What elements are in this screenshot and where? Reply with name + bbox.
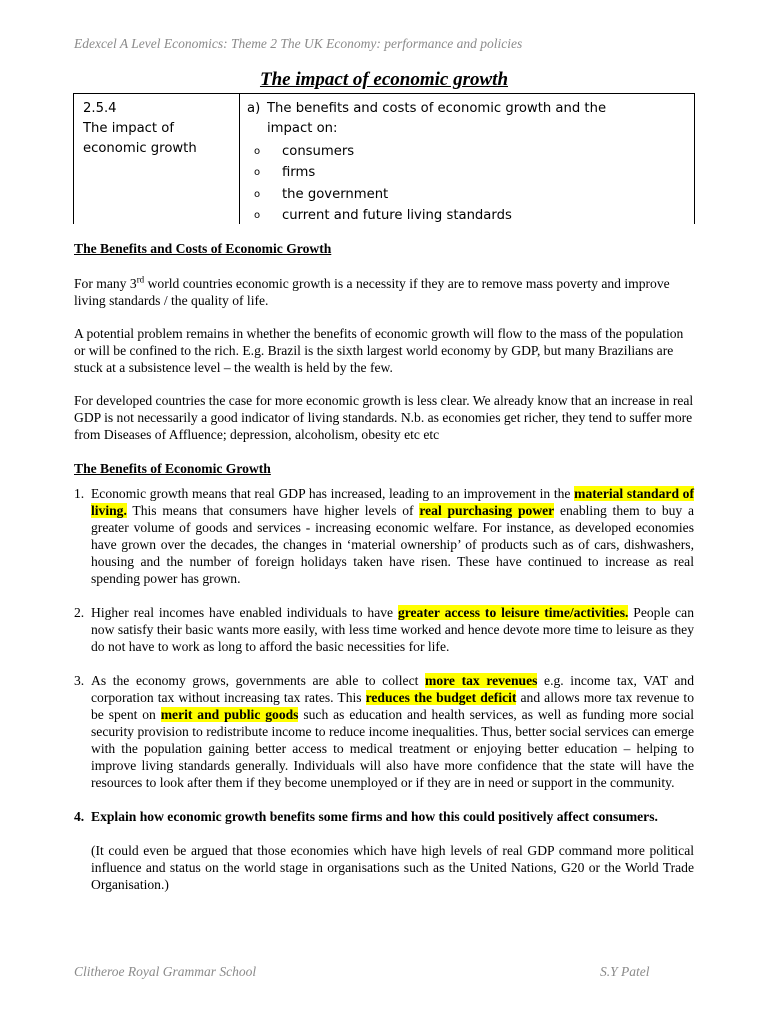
- list-number: 2.: [74, 605, 85, 620]
- document-title: The impact of economic growth: [259, 69, 509, 90]
- highlight: material standard of living.: [91, 486, 694, 518]
- list-item: [74, 485, 694, 587]
- text-run: Economic growth means that real GDP has increased, leading to an improvement in the: [91, 486, 575, 501]
- spec-item-text: consumers: [282, 143, 355, 159]
- highlight: greater access to leisure time/activities.: [397, 605, 629, 620]
- text-run: e.g. income tax, VAT and corporation tax without increasing tax rates. This: [91, 673, 694, 705]
- spec-heading: [247, 99, 677, 119]
- spacer: [74, 825, 694, 842]
- spec-item-text: the government: [282, 186, 389, 202]
- text-run: This means that consumers have higher levels of: [126, 503, 420, 518]
- table-divider: [239, 94, 240, 224]
- list-item: [74, 604, 694, 655]
- spec-topic-cell: [83, 99, 197, 159]
- spec-list-item: [247, 184, 677, 206]
- spec-item-text: current and future living standards: [282, 208, 512, 224]
- text-run: world countries economic growth is a necessity if they are to remove mass poverty and improve living standards / the quality of life.: [74, 276, 670, 308]
- text-run: People can now satisfy their basic wants more easily, with less time worked and hence devote more time to leisure as they do not have to work as long to afford the basic necessities for life.: [91, 605, 695, 654]
- list-item-text: [91, 672, 694, 791]
- paragraph: A potential problem remains in whether the benefits of economic growth will flow to the mass of the population or will be confined to the rich. E.g. Brazil is the sixth largest world economy by GDP, but many Brazilians are stuck at a subsistence level – the wealth is held by the few.: [74, 326, 684, 375]
- footer-author: S.Y Patel: [600, 964, 650, 979]
- bullet-icon: o: [254, 145, 261, 157]
- bullet-icon: o: [254, 188, 261, 200]
- note-text: (It could even be argued that those economies which have high levels of real GDP command more political influence and status on the world stage in organisations such as the United Nations, G20 or the World Trade Organisation.): [91, 843, 694, 892]
- highlight: reduces the budget deficit: [365, 690, 517, 705]
- superscript: rd: [136, 274, 145, 285]
- benefits-list: [74, 485, 694, 893]
- spec-heading-line1: The benefits and costs of economic growth and the: [267, 101, 607, 116]
- list-number: 3.: [74, 673, 85, 688]
- spec-list-item: [247, 163, 677, 185]
- spec-topic-line1: The impact of: [83, 121, 175, 136]
- text-run: and allows more tax revenue to be spent on: [91, 690, 695, 722]
- page-header: Edexcel A Level Economics: Theme 2 The UK Economy: performance and policies: [74, 36, 523, 51]
- list-number: 4.: [74, 809, 85, 824]
- section-title: The Benefits of Economic Growth: [74, 461, 271, 476]
- list-item-text: [91, 604, 694, 655]
- spec-list-item: [247, 141, 677, 163]
- list-item-note: [74, 842, 694, 893]
- indent: [74, 842, 91, 893]
- spacer: [74, 791, 694, 808]
- spec-content-cell: [247, 99, 677, 227]
- list-item: [74, 672, 694, 791]
- text-run: Higher real incomes have enabled individuals to have: [91, 605, 398, 620]
- specification-table: [73, 93, 695, 224]
- document-body: [74, 240, 694, 893]
- highlight: real purchasing power: [419, 503, 555, 518]
- text-run: For many 3: [74, 276, 137, 291]
- text-run: such as education and health services, as well as funding more social security provision to redistribute income to reduce income inequalities. Thus, better social services can emerge with the population gaining better access to medical treatment or enjoying better education – helping to improve living standards generally. Individuals will also have more confidence that the state will have the resources to look after them if they become unemployed or if they are in need or support in the community.: [91, 707, 694, 790]
- list-item: [74, 808, 694, 825]
- text-run: enabling them to buy a greater volume of goods and services - increasing economic welfare. For instance, as developed economies have grown over the decades, the changes in ‘material ownership’ of products such as of cars, dishwashers, housing and the number of foreign holidays taken have risen. These have continued to increase as real spending power has grown.: [91, 503, 695, 586]
- highlight: merit and public goods: [160, 707, 299, 722]
- bullet-icon: o: [254, 167, 261, 179]
- paragraph: [74, 275, 694, 309]
- spec-topic-line2: economic growth: [83, 141, 197, 156]
- list-number: 1.: [74, 486, 85, 501]
- spec-heading-label: a): [247, 101, 261, 116]
- list-item-text: Explain how economic growth benefits some firms and how this could positively affect consumers.: [91, 809, 658, 824]
- bullet-icon: o: [254, 210, 261, 222]
- spec-list-item: [247, 206, 677, 228]
- paragraph: For developed countries the case for more economic growth is less clear. We already know that an increase in real GDP is not necessarily a good indicator of living standards. N.b. as economies get richer, they tend to suffer more from Diseases of Affluence; depression, alcoholism, obesity etc etc: [74, 393, 694, 442]
- footer-school: Clitheroe Royal Grammar School: [74, 964, 257, 979]
- highlight: more tax revenues: [425, 673, 538, 688]
- section-title: The Benefits and Costs of Economic Growth: [74, 241, 332, 256]
- spec-code: 2.5.4: [83, 101, 117, 116]
- spec-heading-line2: impact on:: [267, 121, 338, 136]
- spec-item-text: firms: [282, 165, 316, 181]
- list-item-text: [91, 485, 694, 587]
- text-run: As the economy grows, governments are able to collect: [91, 673, 426, 688]
- spacer: [74, 587, 694, 604]
- spec-list: [247, 141, 677, 227]
- spacer: [74, 655, 694, 672]
